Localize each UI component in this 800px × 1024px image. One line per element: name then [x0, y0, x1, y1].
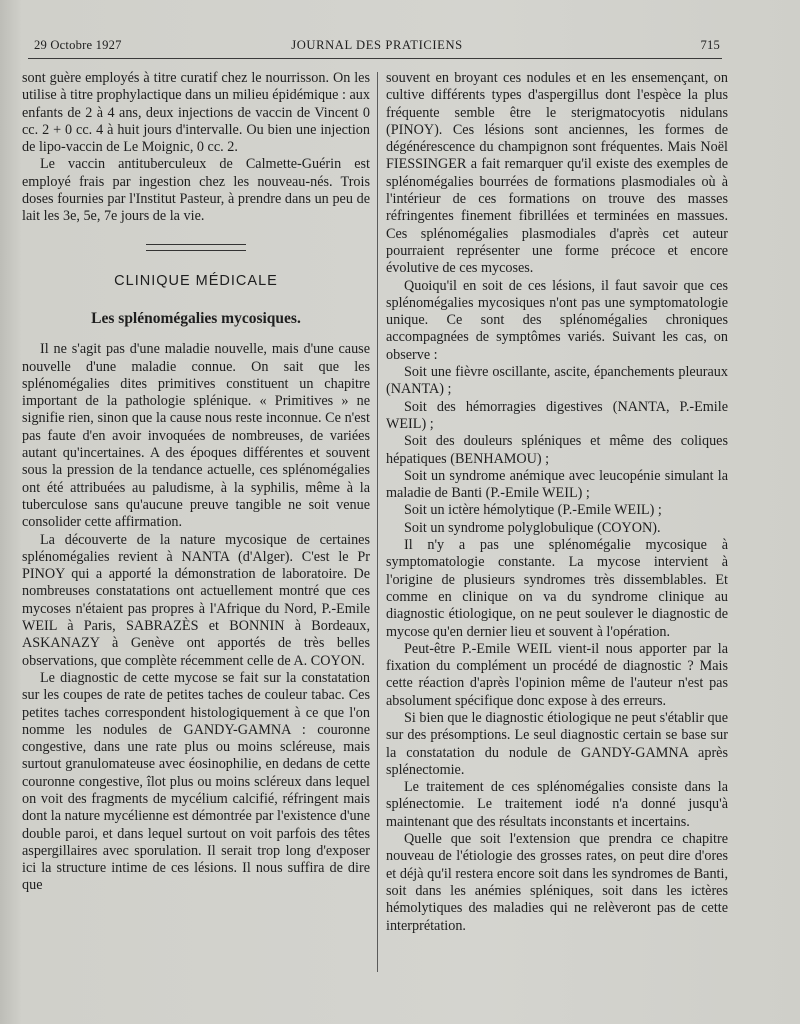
article-title: Les splénomégalies mycosiques.: [91, 309, 301, 327]
paragraph: Peut-être P.-Emile WEIL vient-il nous apporter par la fixation du complément un procédé de diagnostic ? Mais cette réaction d'après l'opinion même de l'auteur n'est pas absolument spécifique donc expose à des erreurs.: [386, 640, 728, 709]
section-separator: [146, 244, 246, 251]
list-item: Soit un syndrome polyglobulique (COYON).: [404, 519, 661, 536]
paragraph: sont guère employés à titre curatif chez le nourrisson. On les utilise à titre prophylactique dans un milieu épidémique : aux enfants de 2 à 4 ans, deux injections de vaccin de Vincent 0 cc. 2 + 0 cc. 4 à huit jours d'intervalle. Ou bien une injection de lipo-vaccin de Le Moignic, 0 cc. 2.: [22, 70, 370, 156]
column-divider: [377, 72, 378, 972]
journal-title: JOURNAL DES PRATICIENS: [291, 38, 463, 52]
section-title: CLINIQUE MÉDICALE: [114, 272, 278, 289]
list-item: Soit un syndrome anémique avec leucopénie simulant la maladie de Banti (P.-Emile WEIL) ;: [386, 467, 728, 502]
paragraph: Quelle que soit l'extension que prendra ce chapitre nouveau de l'étiologie des grosses rates, on peut dire d'ores et déjà qu'il restera encore soit dans les syndromes de Banti, soit dans les anémies spléniques, soit dans les ictères hémolytiques des maladies qui ne relèveront pas de cette interprétation.: [386, 831, 728, 934]
right-column: [386, 70, 728, 935]
header-rule: [28, 58, 722, 59]
list-item: Soit des douleurs spléniques et même des coliques hépatiques (BENHAMOU) ;: [386, 433, 728, 467]
running-header: [34, 38, 720, 56]
paragraph: Le traitement de ces splénomégalies consiste dans la splénectomie. Le traitement iodé n'a donné jusqu'à maintenant que des résultats inconstants et incertains.: [386, 779, 728, 830]
issue-date: 29 Octobre 1927: [34, 38, 122, 52]
paragraph: La découverte de la nature mycosique de certaines splénomégalies revient à NANTA (d'Alger). C'est le Pr PINOY qui a apporté la démonstration de laboratoire. De nombreuses constatations ont actuellement montré que ces mycoses n'étaient pas propres à l'Afrique du Nord, P.-Emile WEIL à Paris, SABRAZÈS et BONNIN à Bordeaux, ASKANAZY à Genève ont apportés de très belles observations, que complète récemment celle de A. COYON.: [22, 531, 370, 669]
paragraph: Il n'y a pas une splénomégalie mycosique à symptomatologie constante. La mycose intervient à l'origine de plusieurs syndromes très dissemblables. Et comme en clinique on va du syndrome clinique au diagnostic étiologique, on ne peut soulever le diagnostic de mycose qu'en dernier lieu et souvent à l'opération.: [386, 537, 728, 640]
list-item: Soit une fièvre oscillante, ascite, épanchements pleuraux (NANTA) ;: [386, 364, 728, 398]
list-item: Soit un ictère hémolytique (P.-Emile WEIL) ;: [404, 502, 662, 519]
paragraph: Le vaccin antituberculeux de Calmette-Guérin est employé frais par ingestion chez les nouveau-nés. Trois doses fournies par l'Institut Pasteur, à prendre dans un peu de lait les 3e, 5e, 7e jours de la vie.: [22, 156, 370, 225]
paragraph: Il ne s'agit pas d'une maladie nouvelle, mais d'une cause nouvelle d'une maladie connue. On sait que les splénomégalies dites primitives constituent un chapitre important de la pathologie splénique. « Primitives » ne signifie rien, sinon que la cause nous reste inconnue. Ce n'est pas faute d'en avoir invoquées de nombreuses, de variées autant qu'incertaines. A des époques différentes et souvent sous la pression de la tendance actuelle, ces splénomégalies ont été attribuées au paludisme, à la syphilis, même à la tuberculose sans qu'aucune preuve tangible ne soit venue consolider cette affirmation.: [22, 341, 370, 531]
list-item: Soit des hémorragies digestives (NANTA, P.-Emile WEIL) ;: [386, 398, 728, 432]
page-number: 715: [700, 38, 720, 52]
paragraph: Le diagnostic de cette mycose se fait sur la constatation sur les coupes de rate de petites taches de couleur tabac. Ces petites taches correspondent histologiquement à ce que l'on nomme les nodules de GANDY-GAMNA : couronne congestive, dans une rate plus ou moins scléreuse, mais surtout granulomateuse avec éosinophilie, en dedans de cette couronne congestive, îlot plus ou moins scléreux dans lequel on voit des fragments de mycélium calcifié, réfringent mais dont la nature mycélienne est démontrée par l'existence d'une double paroi, et dans lequel surtout on voit parfois des têtes aspergillaires avec sporulation. Il serait trop long d'exposer ici la structure intime de ces lésions. Il nous suffira de dire que: [22, 669, 370, 894]
left-column: [22, 70, 370, 895]
paragraph: Quoiqu'il en soit de ces lésions, il faut savoir que ces splénomégalies mycosiques n'ont pas une symptomatologie unique. Ce sont des splénomégalies chroniques accompagnées de symptômes variés. Suivant les cas, on observe :: [386, 277, 728, 363]
paragraph: Si bien que le diagnostic étiologique ne peut s'établir que sur des présomptions. Le seul diagnostic certain se base sur la constatation du nodule de GANDY-GAMNA après splénectomie.: [386, 709, 728, 778]
paragraph: souvent en broyant ces nodules et en les ensemençant, on cultive différents types d'aspergillus dont l'espèce la plus fréquente semble être le sterigmatocyotis nidulans (PINOY). Ces lésions sont anciennes, les formes de dégénérescence du champignon sont fréquentes. Mais Noël FIESSINGER a fait remarquer qu'il existe des exemples de splénomégalies bourrées de formations plasmodiales où à l'intérieur de ces formations on trouve des masses réfringentes finement fibrillées et terminées en massues. Ces splénomégalies plasmodiales d'après cet auteur pourraient représenter une forme précoce et encore évolutive de ces mycoses.: [386, 70, 728, 277]
